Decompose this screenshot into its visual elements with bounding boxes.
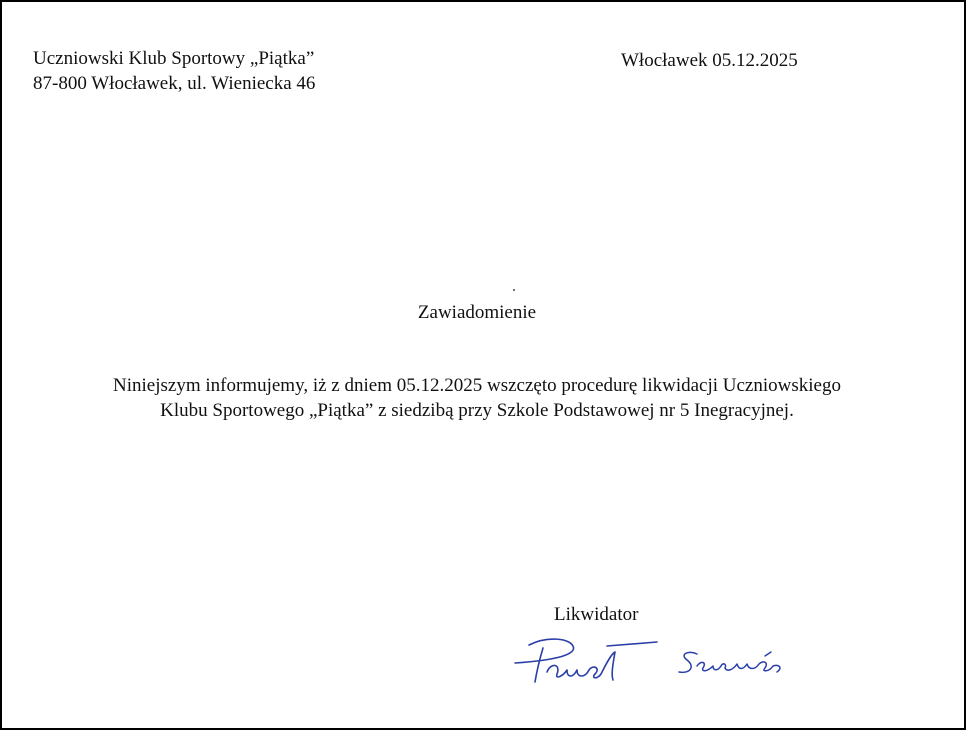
- signature-stroke-l-bar: [607, 642, 657, 646]
- signature-stroke-s: [679, 652, 697, 672]
- signer-role: Likwidator: [554, 604, 639, 625]
- signature-stroke-awel: [547, 652, 615, 680]
- handwritten-signature: [507, 630, 797, 690]
- signature-stroke-p-bowl: [515, 639, 574, 663]
- signature-stroke-erwas: [697, 662, 780, 672]
- signature-stroke-accent: [765, 652, 771, 656]
- document-title: Zawiadomienie: [417, 302, 537, 323]
- place-date: Włocławek 05.12.2025: [621, 50, 798, 71]
- notice-body-line-1: Niniejszym informujemy, iż z dniem 05.12.2025 wszczęto procedurę likwidacji Uczniowskiego: [113, 375, 841, 396]
- notice-body-line-2: Klubu Sportowego „Piątka” z siedzibą przy Szkole Podstawowej nr 5 Inegracyjnej.: [160, 400, 794, 421]
- sender-name: Uczniowski Klub Sportowy „Piątka”: [33, 48, 315, 69]
- sender-block: [33, 46, 315, 96]
- signature-stroke-p-stem: [535, 648, 543, 682]
- stray-dot: [513, 289, 515, 291]
- sender-address: 87-800 Włocławek, ul. Wieniecka 46: [33, 73, 316, 94]
- notice-body: [22, 373, 932, 423]
